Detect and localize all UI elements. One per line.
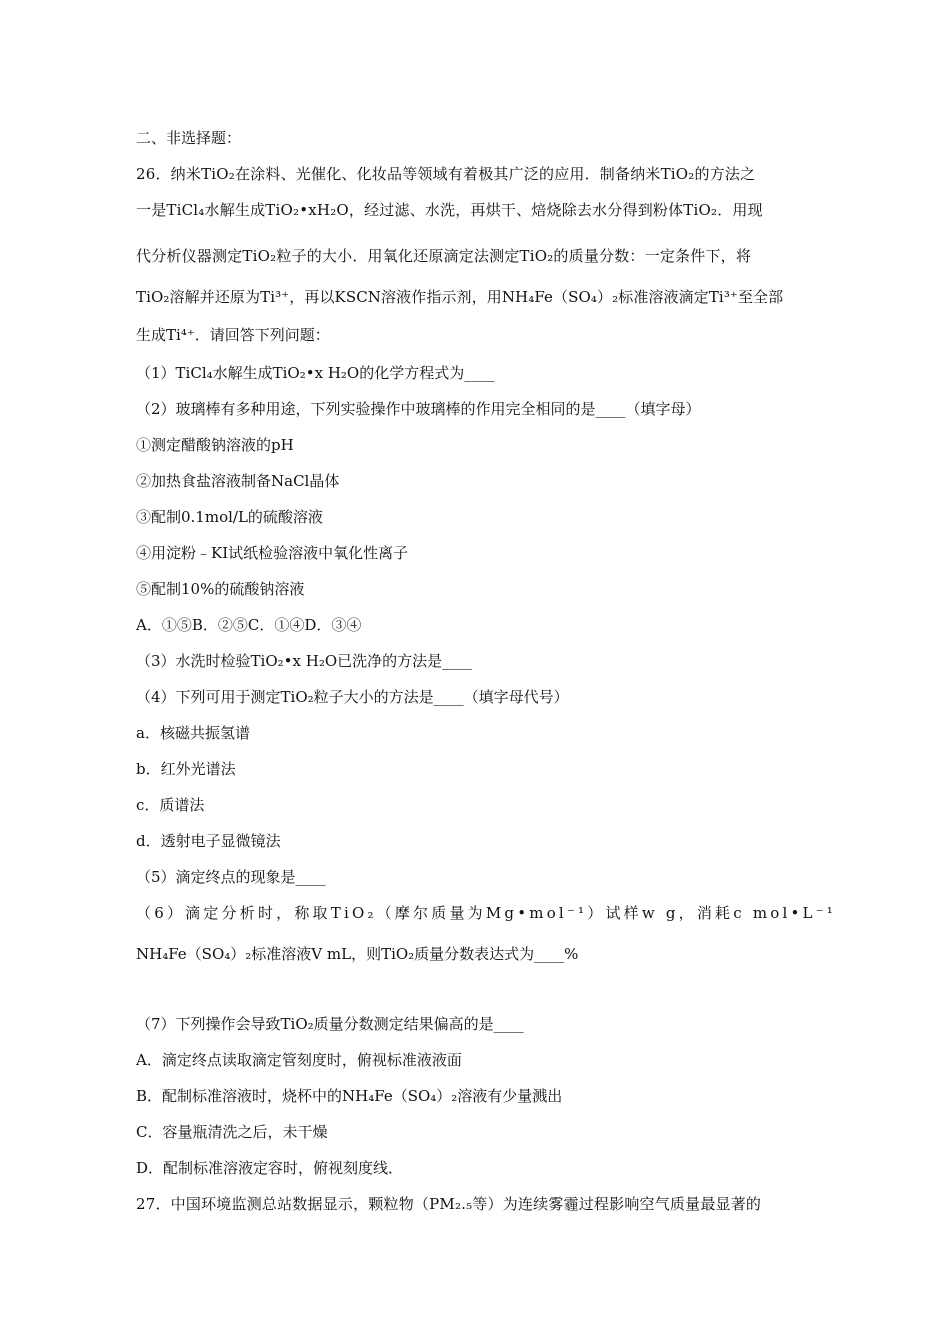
q26-part-7: （7）下列操作会导致TiO₂质量分数测定结果偏高的是____ bbox=[136, 1015, 524, 1033]
q26-part-6-line-2: NH₄Fe（SO₄）₂标准溶液V mL，则TiO₂质量分数表达式为____% bbox=[136, 945, 579, 963]
q26-part-2-item-1: ①测定醋酸钠溶液的pH bbox=[136, 436, 294, 454]
q26-part-2-options: A．①⑤B．②⑤C．①④D．③④ bbox=[136, 616, 362, 634]
q26-part-4-item-b: b．红外光谱法 bbox=[136, 760, 236, 778]
q26-intro-line-2: 一是TiCl₄水解生成TiO₂•xH₂O，经过滤、水洗，再烘干、焙烧除去水分得到粉体TiO₂．用现 bbox=[136, 201, 763, 219]
q26-part-4-item-c: c．质谱法 bbox=[136, 796, 205, 814]
q26-part-7-option-d: D．配制标准溶液定容时，俯视刻度线． bbox=[136, 1159, 404, 1177]
q26-part-5: （5）滴定终点的现象是____ bbox=[136, 868, 326, 886]
q26-part-6-line-1: （6）滴定分析时，称取TiO₂（摩尔质量为Mg•mol⁻¹）试样w g，消耗c mol•L⁻¹ bbox=[136, 904, 837, 922]
q26-intro-line-3: 代分析仪器测定TiO₂粒子的大小．用氧化还原滴定法测定TiO₂的质量分数：一定条件下，将 bbox=[136, 247, 752, 265]
q26-part-7-option-c: C．容量瓶清洗之后，未干燥 bbox=[136, 1123, 328, 1141]
q26-intro-line-1: 26．纳米TiO₂在涂料、光催化、化妆品等领域有着极其广泛的应用．制备纳米TiO₂的方法之 bbox=[136, 165, 756, 183]
q26-part-1: （1）TiCl₄水解生成TiO₂•x H₂O的化学方程式为____ bbox=[136, 364, 495, 382]
q26-intro-line-5: 生成Ti⁴⁺．请回答下列问题： bbox=[136, 326, 330, 344]
q26-part-2-item-3: ③配制0.1mol/L的硫酸溶液 bbox=[136, 508, 323, 526]
q26-part-4-item-d: d．透射电子显微镜法 bbox=[136, 832, 281, 850]
q26-part-2-item-5: ⑤配制10%的硫酸钠溶液 bbox=[136, 580, 305, 598]
q26-part-3: （3）水洗时检验TiO₂•x H₂O已洗净的方法是____ bbox=[136, 652, 473, 670]
q26-part-2: （2）玻璃棒有多种用途，下列实验操作中玻璃棒的作用完全相同的是____（填字母） bbox=[136, 400, 701, 418]
q26-part-2-item-4: ④用淀粉﹣KI试纸检验溶液中氧化性离子 bbox=[136, 544, 409, 562]
section-title: 二、非选择题： bbox=[136, 129, 242, 147]
q26-part-7-option-a: A．滴定终点读取滴定管刻度时，俯视标准液液面 bbox=[136, 1051, 462, 1069]
q26-intro-line-4: TiO₂溶解并还原为Ti³⁺，再以KSCN溶液作指示剂，用NH₄Fe（SO₄）₂标准溶液滴定Ti³⁺至全部 bbox=[136, 288, 784, 306]
q26-part-4-item-a: a．核磁共振氢谱 bbox=[136, 724, 250, 742]
q26-part-4: （4）下列可用于测定TiO₂粒子大小的方法是____（填字母代号） bbox=[136, 688, 569, 706]
q26-part-2-item-2: ②加热食盐溶液制备NaCl晶体 bbox=[136, 472, 340, 490]
q26-part-7-option-b: B．配制标准溶液时，烧杯中的NH₄Fe（SO₄）₂溶液有少量溅出 bbox=[136, 1087, 563, 1105]
q27-intro: 27．中国环境监测总站数据显示，颗粒物（PM₂.₅等）为连续雾霾过程影响空气质量最显著的 bbox=[136, 1195, 762, 1213]
